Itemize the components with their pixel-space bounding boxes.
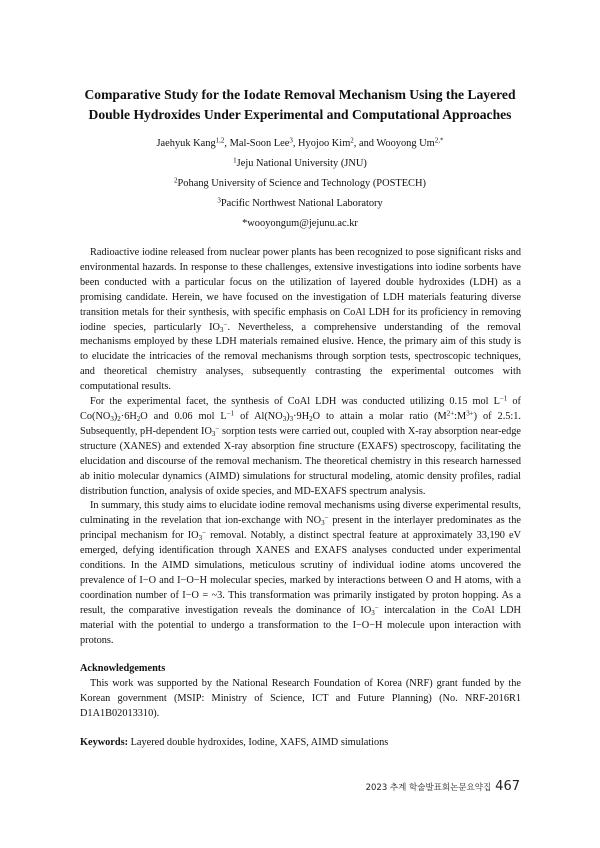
page-number: 467 xyxy=(495,779,520,794)
abstract-paragraph-1: Radioactive iodine released from nuclear power plants has been recognized to pose significant risks and environmental hazards. In response to these challenges, extensive investigations into iodine sorbents have been conducted with a particular focus on the utilization of layered double hydroxides (LDH) as a promising candidate. Herein, we have focused on the investigation of LDH materials featuring diverse transition metals for their synthesis, with specific emphasis on CoAl LDH for its proficiency in removing iodine species, particularly $IO_3^-$. Nevertheless, a comprehensive understanding of the removal mechanisms employed by these LDH materials remained elusive. Hence, the primary aim of this study is to elucidate the intricacies of the removal mechanisms through sorption tests, spectroscopic techniques, and theoretical chemistry analyses, subsequently contrasting the experimental outcomes with computational results. xyxy=(80,247,521,393)
affiliation-3-mark: 3 xyxy=(217,196,221,205)
affiliation-2-text: Pohang University of Science and Technology (POSTECH) xyxy=(177,178,426,189)
paper-title xyxy=(40,85,560,125)
title-line-1: Comparative Study for the Iodate Removal Mechanism Using the Layered xyxy=(84,87,516,102)
affiliation-2 xyxy=(40,174,560,194)
author-2: , Mal-Soon Lee xyxy=(224,138,290,149)
page-footer xyxy=(366,779,520,794)
author-4-affil: 2,* xyxy=(434,136,444,145)
author-1: Jaehyuk Kang xyxy=(156,138,216,149)
acknowledgements-text: This work was supported by the National Research Foundation of Korea (NRF) grant funded by the Korean government (MSIP: Ministry of Science, ICT and Future Planning) (No. NRF-2016R1 D1A1B02013310). xyxy=(80,678,521,720)
author-3-affil: 2 xyxy=(350,136,354,145)
author-1-affil: 1,2 xyxy=(215,136,225,145)
front-matter xyxy=(40,134,560,234)
title-line-2: Double Hydroxides Under Experimental and Computational Approaches xyxy=(88,107,512,122)
abstract-paragraph-3: In summary, this study aims to elucidate iodine removal mechanisms using diverse experimental results, culminating in the revelation that ion-exchange with $NO_3^-$ present in the interlayer predominates as the principal mechanism for $IO_3^-$ removal. Notably, a distinct spectral feature at approximately 33,190 eV emerged, defying identification through XANES and EXAFS analyses conducted under experimental conditions. In the AIMD simulations, meticulous scrutiny of individual iodine atoms uncovered the prevalence of I−O and I−O−H molecular species, marked by interactions between O and H atoms, with a coordination number of I−O = ~3. This transformation was primarily instigated by proton hopping. As a result, the comparative investigation reveals the dominance of $IO_3^-$ intercalation in the CoAl LDH material with the potential to undergo a transformation to the I−O−H molecule upon interaction with protons. xyxy=(80,500,522,646)
affiliation-3 xyxy=(40,194,560,214)
author-2-affil: 3 xyxy=(289,136,293,145)
affiliation-1 xyxy=(40,154,560,174)
keywords-text: Layered double hydroxides, Iodine, XAFS, AIMD simulations xyxy=(128,737,389,749)
acknowledgements-heading: Acknowledgements xyxy=(80,663,166,675)
author-3: , Hyojoo Kim xyxy=(292,138,351,149)
proceedings-name: 2023 추계 학술발표회논문요약집 xyxy=(365,783,492,793)
corresponding-email: *wooyongum@jejunu.ac.kr xyxy=(242,218,358,229)
affiliation-3-text: Pacific Northwest National Laboratory xyxy=(220,198,383,209)
keywords xyxy=(80,736,521,751)
author-list xyxy=(40,134,560,154)
abstract-paragraph-2: For the experimental facet, the synthesis of CoAl LDH was conducted utilizing 0.15 mol $L^{-1}$ of $Co(NO_3)_2\cdot 6H_2O$ and 0.06 mol $L^{-1}$ of $Al(NO_3)_3\cdot 9H_2O$ to attain a molar ratio $(M^{2+}:M^{3+})$ of 2.5:1. Subsequently, pH-dependent $IO_3^-$ sorption tests were carried out, coupled with X-ray absorption near-edge structure (XANES) and extended X-ray absorption fine structure (EXAFS) spectroscopy, facilitating the elucidation and discourse of the removal mechanism. The theoretical chemistry in this research harnessed ab initio molecular dynamics (AIMD) simulations for structural modeling, atomic density profiles, radial distribution function, analysis of oxide species, and MD-EXAFS spectrum analysis. xyxy=(80,394,521,497)
affiliation-1-text: Jeju National University (JNU) xyxy=(236,158,367,169)
keywords-label: Keywords: xyxy=(80,737,129,749)
abstract-body xyxy=(80,246,521,751)
author-4: , and Wooyong Um xyxy=(353,138,435,149)
affiliation-2-mark: 2 xyxy=(174,176,178,185)
affiliation-1-mark: 1 xyxy=(233,156,237,165)
